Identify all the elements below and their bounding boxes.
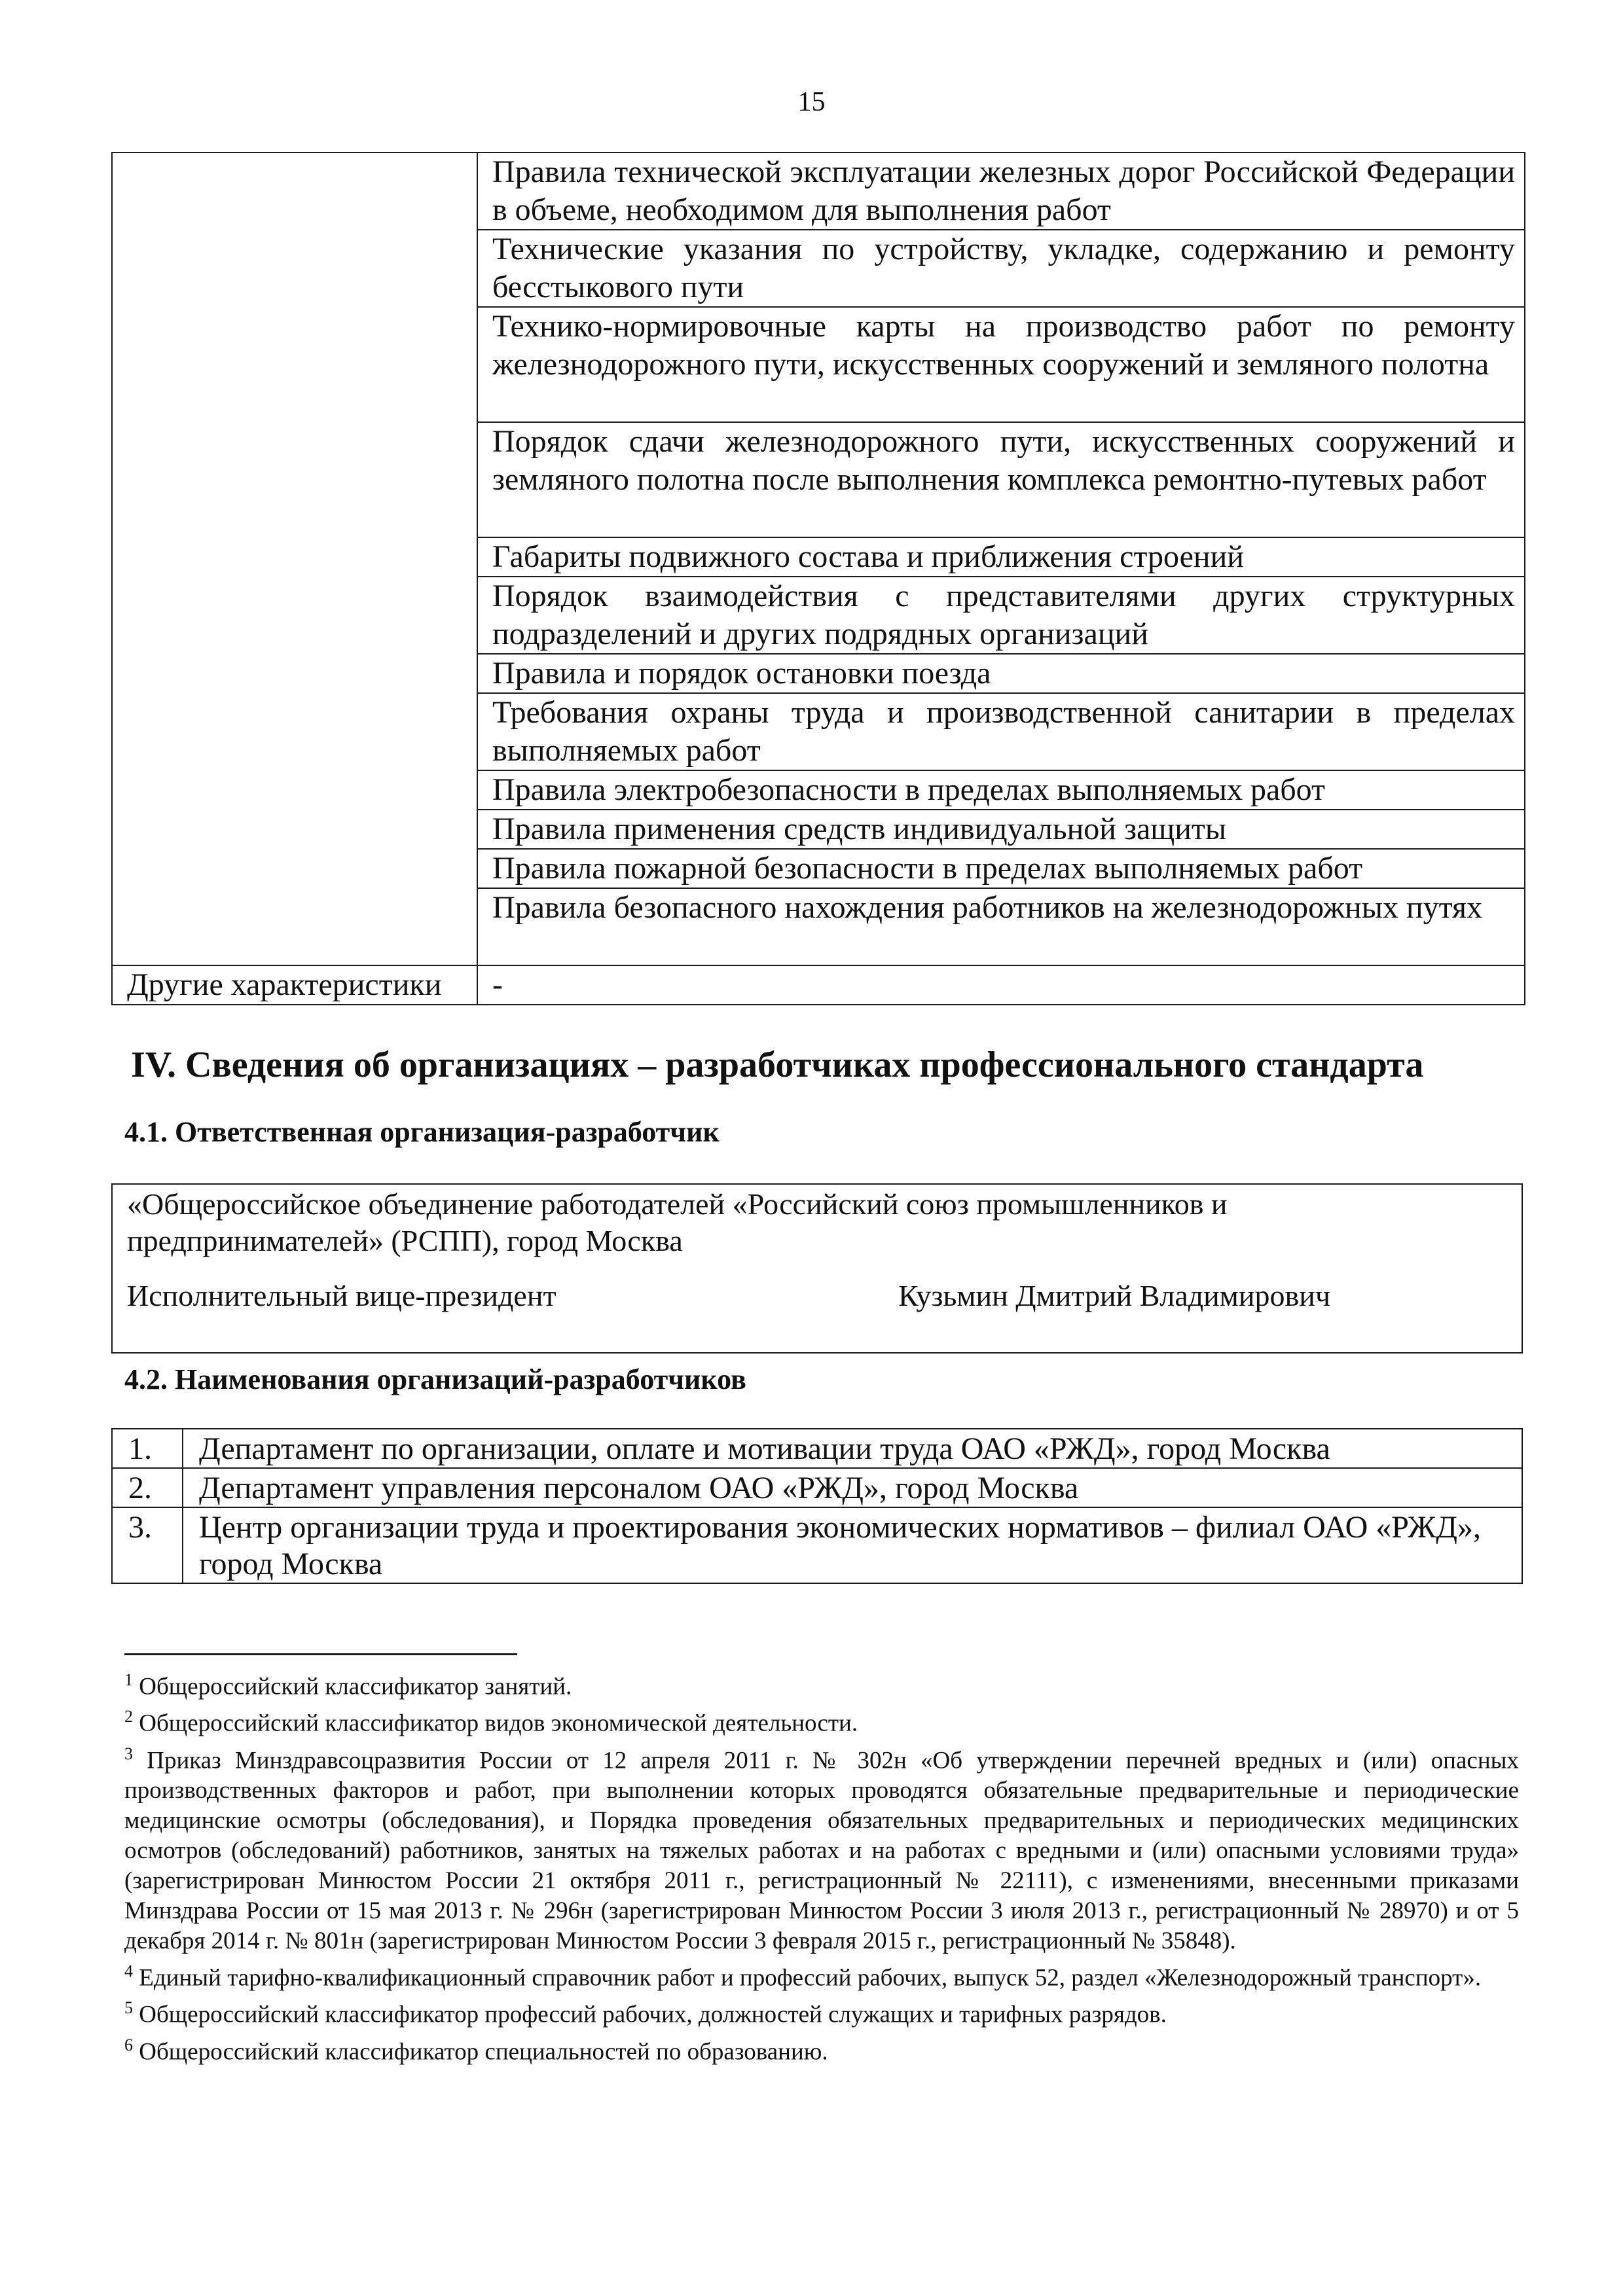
signatory-name: Кузьмин Дмитрий Владимирович [898,1279,1330,1312]
knowledge-item: Требования охраны труда и производственной санитарии в пределах выполняемых работ [477,693,1525,770]
developers-table [111,1428,1523,1584]
footnotes [124,1665,1519,2067]
subsection-heading-4-2: 4.2. Наименования организаций-разработчиков [124,1363,746,1395]
developer-name: Департамент управления персоналом ОАО «РЖД», город Москва [183,1468,1522,1507]
knowledge-item: Правила применения средств индивидуальной защиты [477,810,1525,849]
knowledge-item: Технико-нормировочные карты на производство работ по ремонту железнодорожного пути, искусственных сооружений и земляного полотна [477,307,1525,422]
footnote-text: Общероссийский классификатор занятий. [139,1673,572,1700]
row-number: 3. [112,1507,183,1583]
footnote-mark: 5 [124,1998,133,2018]
knowledge-item: Габариты подвижного состава и приближения строений [477,537,1525,577]
subsection-heading-4-1: 4.1. Ответственная организация-разработчик [124,1116,720,1148]
table-row [112,1507,1522,1583]
signatory-position: Исполнительный вице-президент [127,1279,556,1312]
responsible-org-name: «Общероссийское объединение работодателей «Российский союз промышленников и предпринимателей» (РСПП), город Москва [127,1187,1228,1257]
row-number: 1. [112,1429,183,1468]
developer-name: Департамент по организации, оплате и мотивации труда ОАО «РЖД», город Москва [183,1429,1522,1468]
footnote-text: Общероссийский классификатор специальностей по образованию. [139,2037,828,2065]
knowledge-item: Правила и порядок остановки поезда [477,654,1525,693]
knowledge-item: Порядок взаимодействия с представителями других структурных подразделений и других подрядных организаций [477,577,1525,654]
knowledge-item: Правила электробезопасности в пределах выполняемых работ [477,770,1525,810]
footnote-mark: 6 [124,2035,133,2054]
footnote-text: Приказ Минздравсоцразвития России от 12 апреля 2011 г. № 302н «Об утверждении перечней вредных и (или) опасных производственных факторов и работ, при выполнении которых проводятся обязательные предварительные и периодические медицинские осмотры (обследования), и Порядка проведения обязательных предварительных и периодических медицинских осмотров (обследований) работников, занятых на тяжелых работах и на работах с вредными и (или) опасными условиями труда» (зарегистрирован Минюстом России 21 октября 2011 г., регистрационный № 22111), с изменениями, внесенными приказами Минздрава России от 15 мая 2013 г. № 296н (зарегистрирован Минюстом России 3 июля 2013 г., регистрационный № 28970) и от 5 декабря 2014 г. № 801н (зарегистрирован Минюстом России 3 февраля 2015 г., регистрационный № 35848). [124,1746,1519,1954]
footnote [124,1702,1519,1738]
footnote-mark: 4 [124,1961,133,1981]
footnote-mark: 1 [124,1670,133,1689]
requirements-table [111,152,1525,1005]
empty-label-cell [112,152,477,965]
page-number: 15 [797,87,826,117]
footnote-divider [124,1653,517,1655]
footnote-mark: 2 [124,1707,133,1727]
footnote [124,2030,1519,2067]
knowledge-item: Порядок сдачи железнодорожного пути, искусственных сооружений и земляного полотна после выполнения комплекса ремонтно-путевых работ [477,422,1525,537]
footnote [124,1665,1519,1702]
table-row [112,1468,1522,1507]
knowledge-item: Правила пожарной безопасности в пределах выполняемых работ [477,849,1525,888]
other-characteristics-label: Другие характеристики [112,965,477,1005]
table-row [112,152,1525,230]
developer-name: Центр организации труда и проектирования экономических нормативов – филиал ОАО «РЖД», город Москва [183,1507,1522,1583]
knowledge-item: Правила технической эксплуатации железных дорог Российской Федерации в объеме, необходимом для выполнения работ [477,152,1525,230]
footnote-text: Общероссийский классификатор видов экономической деятельности. [139,1710,858,1737]
footnote [124,1993,1519,2030]
table-row [112,965,1525,1005]
knowledge-item: Правила безопасного нахождения работников на железнодорожных путях [477,888,1525,965]
footnote-text: Общероссийский классификатор профессий рабочих, должностей служащих и тарифных разрядов. [139,2001,1167,2028]
footnote [124,1739,1519,1956]
footnote [124,1956,1519,1993]
knowledge-item: Технические указания по устройству, укладке, содержанию и ремонту бесстыкового пути [477,230,1525,307]
row-number: 2. [112,1468,183,1507]
footnote-mark: 3 [124,1744,133,1763]
table-row [112,1429,1522,1468]
footnote-text: Единый тарифно-квалификационный справочник работ и профессий рабочих, выпуск 52, раздел «Железнодорожный транспорт». [139,1964,1482,1992]
other-characteristics-value: - [477,965,1525,1005]
section-heading: IV. Сведения об организациях – разработчиках профессионального стандарта [131,1045,1424,1085]
responsible-org-box [111,1183,1523,1354]
